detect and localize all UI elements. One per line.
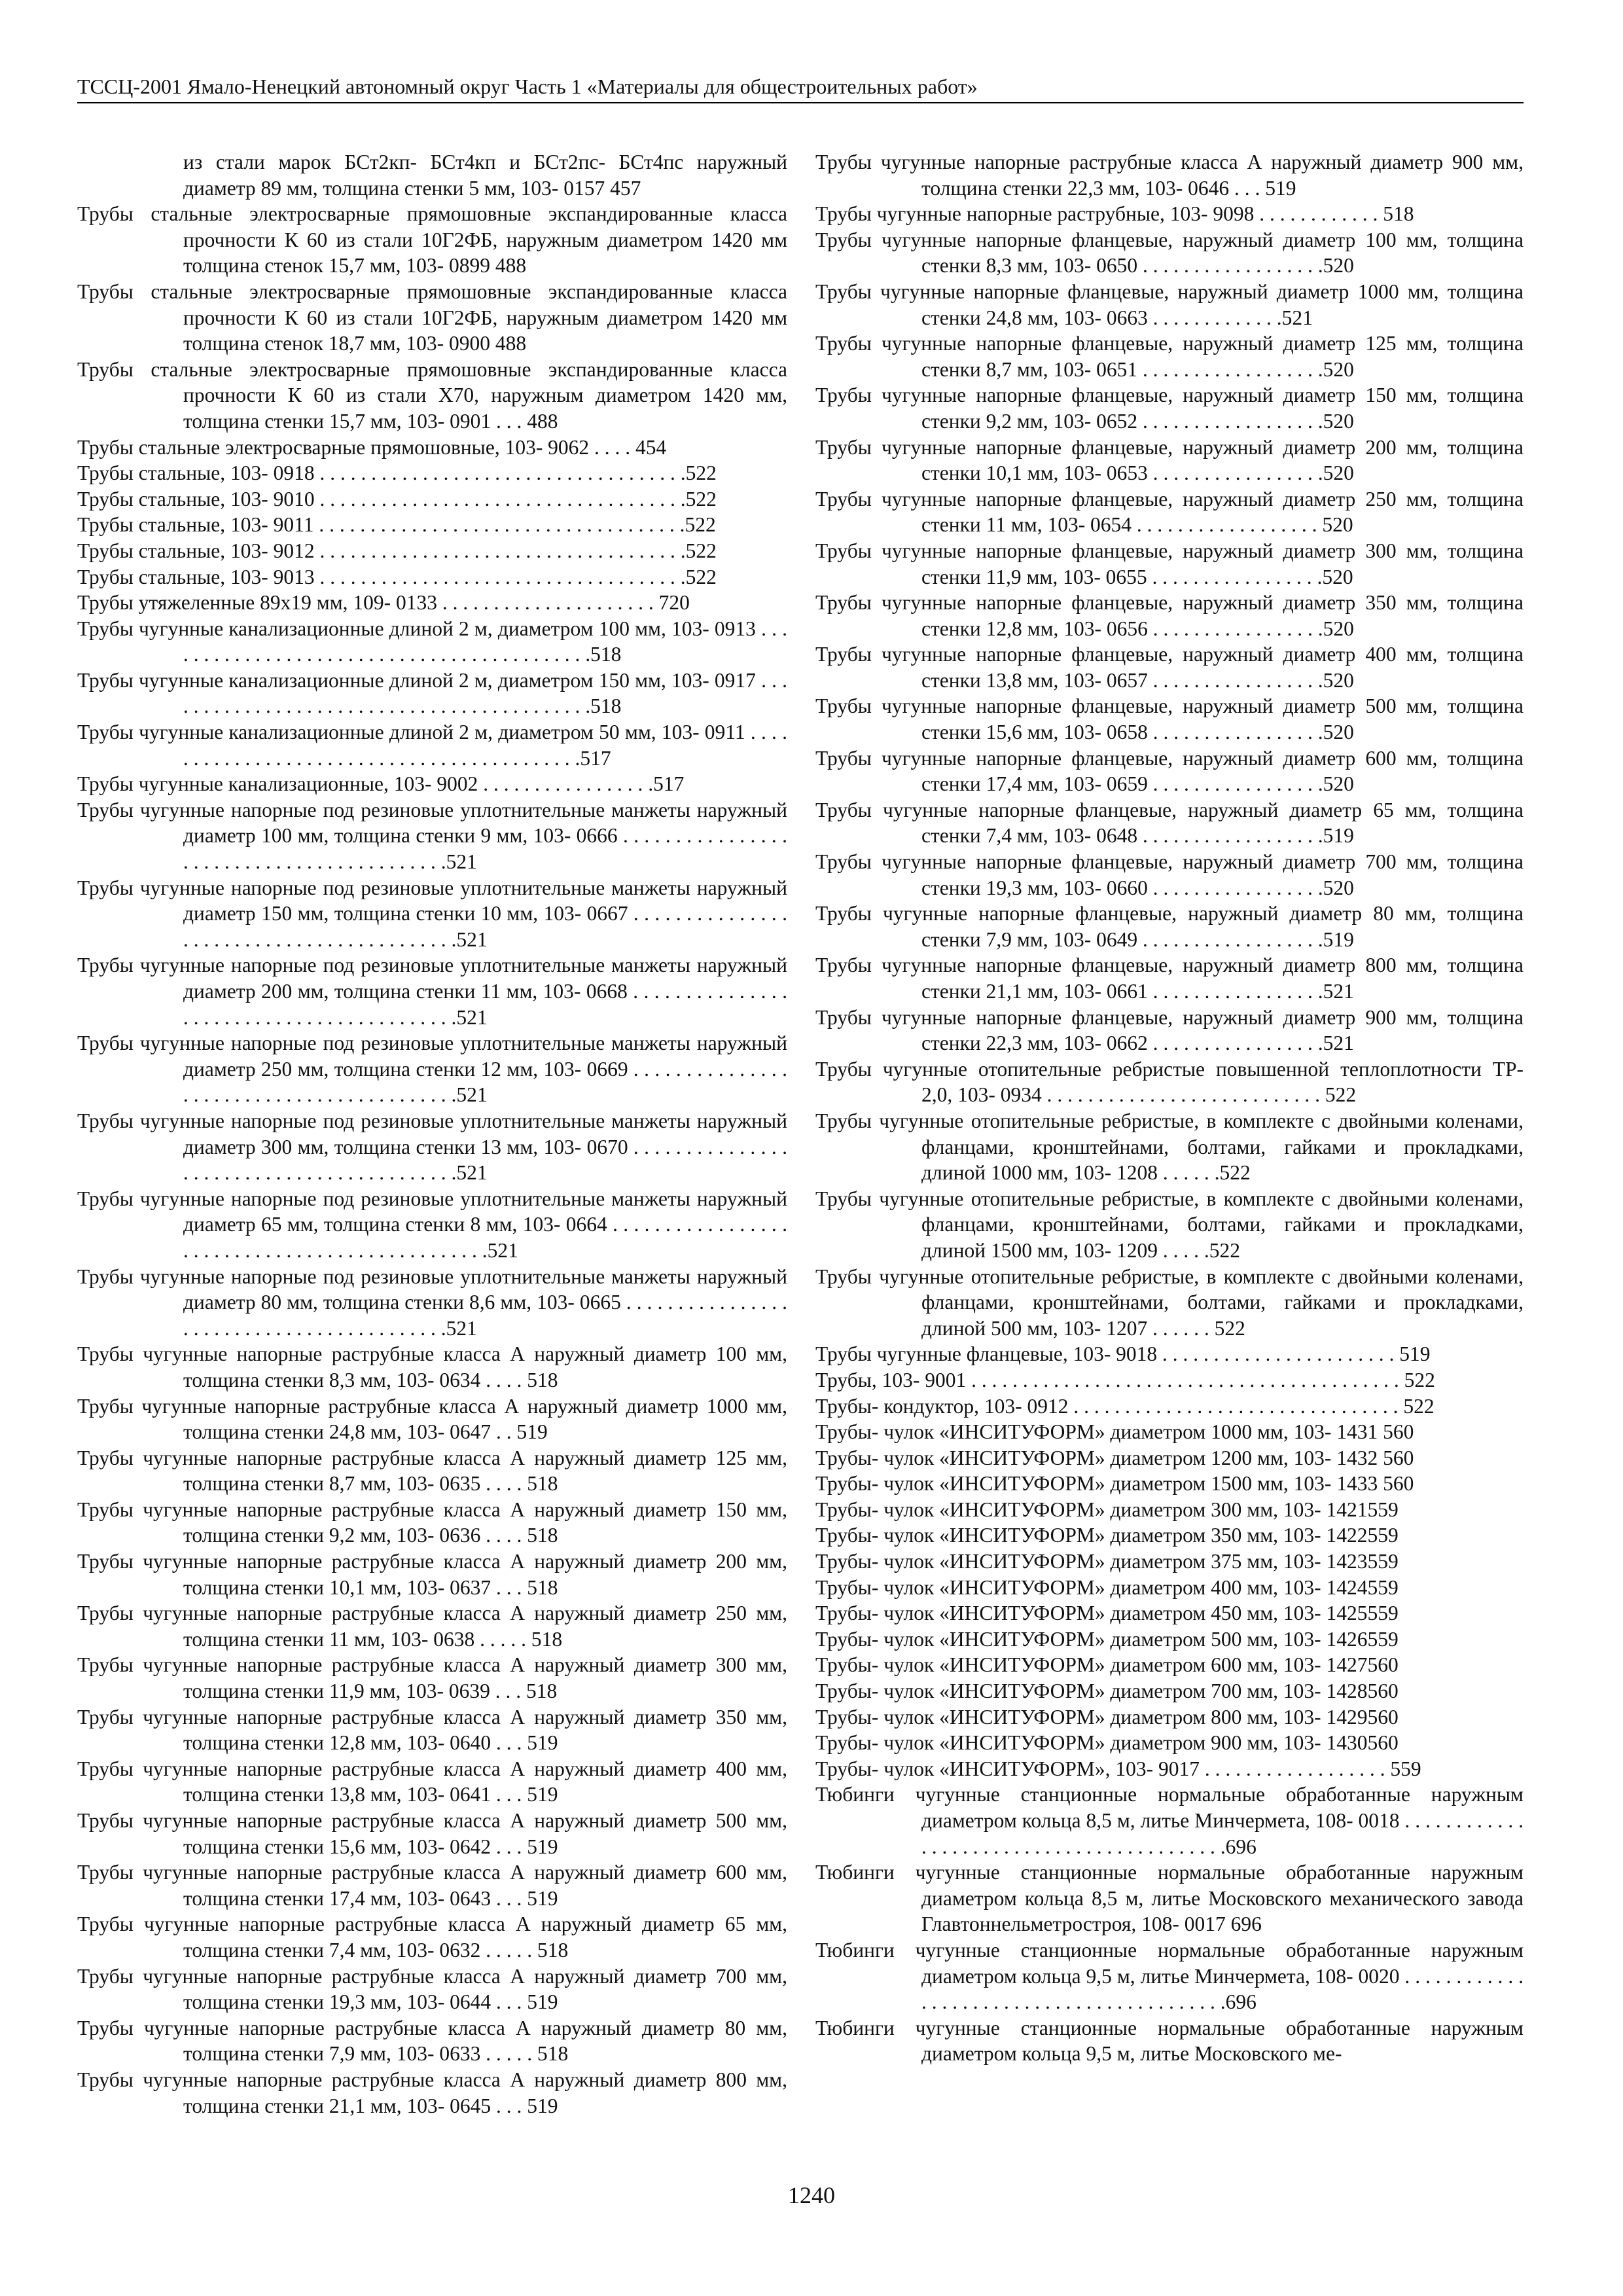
index-entry: Трубы чугунные канализационные, 103- 9002 . . . . . . . . . . . . . . . . .517 (77, 772, 685, 796)
index-entry: Трубы- чулок «ИНСИТУФОРМ» диаметром 450 мм, 103- 1425559 (815, 1602, 1399, 1625)
index-entry: Трубы стальные, 103- 0918 . . . . . . . . . . . . . . . . . . . . . . . . . . . . . . . . . . . .522 (77, 461, 717, 485)
index-entry: Трубы стальные электросварные прямошовные экспандированные класса прочности К 60 из стали Х70, наружным диаметром 1420 мм, толщина стенки 15,7 мм, 103- 0901 . . . 488 (77, 357, 787, 433)
page-header (77, 73, 1524, 103)
index-entry: Трубы чугунные отопительные ребристые повышенной теплоплотности ТР- 2,0, 103- 0934 . . . . . . . . . . . . . . . . . . . . . . . . . . . 522 (815, 1057, 1524, 1107)
index-entry: Трубы чугунные напорные раструбные класса А наружный диаметр 125 мм, толщина стенки 8,7 мм, 103- 0635 . . . . 518 (77, 1446, 787, 1496)
index-entry: Трубы чугунные напорные раструбные класса А наружный диаметр 800 мм, толщина стенки 21,1 мм, 103- 0645 . . . 519 (77, 2068, 787, 2117)
index-entry: Трубы стальные, 103- 9010 . . . . . . . . . . . . . . . . . . . . . . . . . . . . . . . . . . . .522 (77, 487, 717, 511)
index-entry: Трубы- чулок «ИНСИТУФОРМ» диаметром 500 мм, 103- 1426559 (815, 1627, 1399, 1651)
index-entry: Трубы чугунные напорные фланцевые, наружный диаметр 350 мм, толщина стенки 12,8 мм, 103- 0656 . . . . . . . . . . . . . . . . .520 (815, 591, 1524, 640)
index-entry: Трубы чугунные напорные раструбные класса А наружный диаметр 500 мм, толщина стенки 15,6 мм, 103- 0642 . . . 519 (77, 1809, 787, 1858)
index-entry: Трубы чугунные напорные под резиновые уплотнительные манжеты наружный диаметр 100 мм, толщина стенки 9 мм, 103- 0666 . . . . . . . . . . . . . . . . . . . . . . . . . . . . . . . . . . . . . . . . . .521 (77, 798, 787, 874)
index-entry: Трубы чугунные напорные фланцевые, наружный диаметр 900 мм, толщина стенки 22,3 мм, 103- 0662 . . . . . . . . . . . . . . . . .521 (815, 1005, 1524, 1055)
index-entry: Трубы чугунные напорные раструбные класса А наружный диаметр 150 мм, толщина стенки 9,2 мм, 103- 0636 . . . . 518 (77, 1498, 787, 1547)
index-entry: Трубы чугунные напорные фланцевые, наружный диаметр 400 мм, толщина стенки 13,8 мм, 103- 0657 . . . . . . . . . . . . . . . . .520 (815, 643, 1524, 692)
index-entry: Трубы чугунные напорные раструбные, 103- 9098 . . . . . . . . . . . . 518 (815, 202, 1414, 226)
index-entry: Трубы чугунные напорные раструбные класса А наружный диаметр 200 мм, толщина стенки 10,1 мм, 103- 0637 . . . 518 (77, 1550, 787, 1599)
index-entry: Трубы- чулок «ИНСИТУФОРМ» диаметром 1000 мм, 103- 1431 560 (815, 1420, 1414, 1444)
index-entry: Трубы чугунные напорные фланцевые, наружный диаметр 600 мм, толщина стенки 17,4 мм, 103- 0659 . . . . . . . . . . . . . . . . .520 (815, 746, 1524, 796)
index-entry: Трубы- чулок «ИНСИТУФОРМ» диаметром 1500 мм, 103- 1433 560 (815, 1472, 1414, 1496)
index-entry: Трубы чугунные напорные фланцевые, наружный диаметр 800 мм, толщина стенки 21,1 мм, 103- 0661 . . . . . . . . . . . . . . . . .521 (815, 954, 1524, 1003)
index-entry: Тюбинги чугунные станционные нормальные обработанные наружным диаметром кольца 9,5 м, литье Московского ме- (815, 2016, 1524, 2066)
index-entry: Трубы чугунные напорные раструбные класса А наружный диаметр 65 мм, толщина стенки 7,4 мм, 103- 0632 . . . . . 518 (77, 1912, 787, 1962)
index-column-right (815, 149, 1524, 2067)
index-entry: Трубы чугунные напорные раструбные класса А наружный диаметр 80 мм, толщина стенки 7,9 мм, 103- 0633 . . . . . 518 (77, 2016, 787, 2066)
index-entry: Трубы- чулок «ИНСИТУФОРМ» диаметром 700 мм, 103- 1428560 (815, 1679, 1399, 1703)
index-entry: Трубы чугунные напорные раструбные класса А наружный диаметр 100 мм, толщина стенки 8,3 мм, 103- 0634 . . . . 518 (77, 1342, 787, 1391)
index-entry: Трубы- чулок «ИНСИТУФОРМ» диаметром 400 мм, 103- 1424559 (815, 1575, 1399, 1599)
index-entry: Трубы чугунные отопительные ребристые, в комплекте с двойными коленами, фланцами, кронштейнами, болтами, гайками и прокладками, длиной 1000 мм, 103- 1208 . . . . . .522 (815, 1109, 1524, 1185)
index-entry: Трубы чугунные напорные фланцевые, наружный диаметр 700 мм, толщина стенки 19,3 мм, 103- 0660 . . . . . . . . . . . . . . . . .520 (815, 850, 1524, 899)
index-entry: Тюбинги чугунные станционные нормальные обработанные наружным диаметром кольца 8,5 м, литье Минчермета, 108- 0018 . . . . . . . . . . . . . . . . . . . . . . . . . . . . . . . . . . . . . . . . . .696 (815, 1783, 1524, 1858)
index-entry: Трубы чугунные напорные раструбные класса А наружный диаметр 900 мм, толщина стенки 22,3 мм, 103- 0646 . . . 519 (815, 151, 1524, 200)
index-entry: Трубы, 103- 9001 . . . . . . . . . . . . . . . . . . . . . . . . . . . . . . . . . . . . . . . . . . 522 (815, 1368, 1435, 1391)
index-entry: Трубы чугунные напорные раструбные класса А наружный диаметр 300 мм, толщина стенки 11,9 мм, 103- 0639 . . . 518 (77, 1653, 787, 1703)
index-entry: Трубы чугунные напорные фланцевые, наружный диаметр 500 мм, толщина стенки 15,6 мм, 103- 0658 . . . . . . . . . . . . . . . . .520 (815, 694, 1524, 744)
index-entry: Трубы чугунные канализационные длиной 2 м, диаметром 100 мм, 103- 0913 . . . . . . . . . . . . . . . . . . . . . . . . . . . . . . . . . . . . . . . . . . .518 (77, 617, 787, 666)
index-entry: Трубы стальные, 103- 9012 . . . . . . . . . . . . . . . . . . . . . . . . . . . . . . . . . . . .522 (77, 539, 717, 562)
index-entry: Трубы чугунные напорные фланцевые, наружный диаметр 1000 мм, толщина стенки 24,8 мм, 103- 0663 . . . . . . . . . . . . .521 (815, 279, 1524, 329)
index-entry: Трубы чугунные напорные фланцевые, наружный диаметр 80 мм, толщина стенки 7,9 мм, 103- 0649 . . . . . . . . . . . . . . . . . .519 (815, 902, 1524, 951)
index-entry: Трубы- чулок «ИНСИТУФОРМ» диаметром 300 мм, 103- 1421559 (815, 1498, 1399, 1521)
index-entry: Трубы чугунные напорные раструбные класса А наружный диаметр 700 мм, толщина стенки 19,3 мм, 103- 0644 . . . 519 (77, 1964, 787, 2014)
index-entry: Трубы стальные электросварные прямошовные, 103- 9062 . . . . 454 (77, 435, 667, 459)
index-entry: Трубы- чулок «ИНСИТУФОРМ» диаметром 375 мм, 103- 1423559 (815, 1550, 1399, 1573)
index-entry: Трубы- чулок «ИНСИТУФОРМ» диаметром 600 мм, 103- 1427560 (815, 1653, 1399, 1677)
index-entry: Трубы- чулок «ИНСИТУФОРМ» диаметром 350 мм, 103- 1422559 (815, 1524, 1399, 1547)
index-entry: Трубы чугунные напорные фланцевые, наружный диаметр 65 мм, толщина стенки 7,4 мм, 103- 0648 . . . . . . . . . . . . . . . . . .519 (815, 798, 1524, 848)
header-title: ТССЦ-2001 Ямало-Ненецкий автономный округ Часть 1 «Материалы для общестроительных работ» (77, 75, 978, 98)
index-entry: Трубы чугунные напорные фланцевые, наружный диаметр 125 мм, толщина стенки 8,7 мм, 103- 0651 . . . . . . . . . . . . . . . . . .520 (815, 332, 1524, 381)
index-entry: Трубы чугунные канализационные длиной 2 м, диаметром 50 мм, 103- 0911 . . . . . . . . . . . . . . . . . . . . . . . . . . . . . . . . . . . . . . . . . . .517 (77, 721, 787, 770)
index-entry: Трубы- чулок «ИНСИТУФОРМ», 103- 9017 . . . . . . . . . . . . . . . . . . 559 (815, 1757, 1421, 1780)
index-entry: Трубы чугунные напорные под резиновые уплотнительные манжеты наружный диаметр 200 мм, толщина стенки 11 мм, 103- 0668 . . . . . . . . . . . . . . . . . . . . . . . . . . . . . . . . . . . . . . . . . .521 (77, 954, 787, 1029)
index-entry: Трубы чугунные напорные раструбные класса А наружный диаметр 250 мм, толщина стенки 11 мм, 103- 0638 . . . . . 518 (77, 1602, 787, 1651)
index-entry: Тюбинги чугунные станционные нормальные обработанные наружным диаметром кольца 9,5 м, литье Минчермета, 108- 0020 . . . . . . . . . . . . . . . . . . . . . . . . . . . . . . . . . . . . . . . . . .696 (815, 1938, 1524, 2014)
index-entry: Трубы- чулок «ИНСИТУФОРМ» диаметром 800 мм, 103- 1429560 (815, 1705, 1399, 1729)
index-entry: Трубы чугунные фланцевые, 103- 9018 . . . . . . . . . . . . . . . . . . . . . . . 519 (815, 1342, 1431, 1366)
index-entry: Трубы- чулок «ИНСИТУФОРМ» диаметром 1200 мм, 103- 1432 560 (815, 1446, 1414, 1469)
index-entry: Трубы чугунные канализационные длиной 2 м, диаметром 150 мм, 103- 0917 . . . . . . . . . . . . . . . . . . . . . . . . . . . . . . . . . . . . . . . . . . .518 (77, 668, 787, 718)
index-entry: Трубы- кондуктор, 103- 0912 . . . . . . . . . . . . . . . . . . . . . . . . . . . . . . . . 522 (815, 1394, 1435, 1418)
index-entry: Трубы стальные электросварные прямошовные экспандированные класса прочности К 60 из стали 10Г2ФБ, наружным диаметром 1420 мм толщина стенок 18,7 мм, 103- 0900 488 (77, 279, 787, 355)
index-column-left (77, 149, 787, 2119)
index-entry: Трубы чугунные напорные под резиновые уплотнительные манжеты наружный диаметр 80 мм, толщина стенки 8,6 мм, 103- 0665 . . . . . . . . . . . . . . . . . . . . . . . . . . . . . . . . . . . . . . . . . .521 (77, 1265, 787, 1340)
index-entry: Трубы стальные, 103- 9013 . . . . . . . . . . . . . . . . . . . . . . . . . . . . . . . . . . . .522 (77, 565, 717, 588)
index-entry: Трубы чугунные напорные раструбные класса А наружный диаметр 1000 мм, толщина стенки 24,8 мм, 103- 0647 . . 519 (77, 1394, 787, 1444)
index-entry: Трубы чугунные напорные фланцевые, наружный диаметр 200 мм, толщина стенки 10,1 мм, 103- 0653 . . . . . . . . . . . . . . . . .520 (815, 435, 1524, 485)
index-entry: Тюбинги чугунные станционные нормальные обработанные наружным диаметром кольца 8,5 м, литье Московского механического завода Главтоннельметростроя, 108- 0017 696 (815, 1861, 1524, 1936)
index-entry: Трубы чугунные напорные раструбные класса А наружный диаметр 400 мм, толщина стенки 13,8 мм, 103- 0641 . . . 519 (77, 1757, 787, 1806)
index-entry: Трубы чугунные напорные фланцевые, наружный диаметр 300 мм, толщина стенки 11,9 мм, 103- 0655 . . . . . . . . . . . . . . . . .520 (815, 539, 1524, 588)
index-entry: Трубы чугунные напорные раструбные класса А наружный диаметр 350 мм, толщина стенки 12,8 мм, 103- 0640 . . . 519 (77, 1705, 787, 1755)
index-entry: Трубы чугунные напорные под резиновые уплотнительные манжеты наружный диаметр 250 мм, толщина стенки 12 мм, 103- 0669 . . . . . . . . . . . . . . . . . . . . . . . . . . . . . . . . . . . . . . . . . .521 (77, 1031, 787, 1107)
index-entry: Трубы чугунные напорные фланцевые, наружный диаметр 100 мм, толщина стенки 8,3 мм, 103- 0650 . . . . . . . . . . . . . . . . . .520 (815, 228, 1524, 278)
index-entry: Трубы чугунные отопительные ребристые, в комплекте с двойными коленами, фланцами, кронштейнами, болтами, гайками и прокладками, длиной 500 мм, 103- 1207 . . . . . . 522 (815, 1265, 1524, 1340)
index-entry: Трубы стальные, 103- 9011 . . . . . . . . . . . . . . . . . . . . . . . . . . . . . . . . . . . .522 (77, 513, 716, 537)
page-footer (0, 2181, 1623, 2210)
index-entry: Трубы утяжеленные 89х19 мм, 109- 0133 . . . . . . . . . . . . . . . . . . . . . 720 (77, 591, 690, 615)
index-entry: Трубы чугунные напорные под резиновые уплотнительные манжеты наружный диаметр 65 мм, толщина стенки 8 мм, 103- 0664 . . . . . . . . . . . . . . . . . . . . . . . . . . . . . . . . . . . . . . . . . . . . . . .521 (77, 1187, 787, 1262)
page-number: 1240 (788, 2182, 835, 2208)
index-entry: из стали марок БСт2кп- БСт4кп и БСт2пс- БСт4пс наружный диаметр 89 мм, толщина стенки 5 мм, 103- 0157 457 (183, 151, 787, 200)
index-entry: Трубы чугунные напорные под резиновые уплотнительные манжеты наружный диаметр 300 мм, толщина стенки 13 мм, 103- 0670 . . . . . . . . . . . . . . . . . . . . . . . . . . . . . . . . . . . . . . . . . .521 (77, 1109, 787, 1185)
index-entry: Трубы чугунные напорные фланцевые, наружный диаметр 250 мм, толщина стенки 11 мм, 103- 0654 . . . . . . . . . . . . . . . . . . 520 (815, 487, 1524, 537)
index-entry: Трубы чугунные отопительные ребристые, в комплекте с двойными коленами, фланцами, кронштейнами, болтами, гайками и прокладками, длиной 1500 мм, 103- 1209 . . . . .522 (815, 1187, 1524, 1262)
index-entry: Трубы- чулок «ИНСИТУФОРМ» диаметром 900 мм, 103- 1430560 (815, 1731, 1399, 1755)
index-entry: Трубы чугунные напорные раструбные класса А наружный диаметр 600 мм, толщина стенки 17,4 мм, 103- 0643 . . . 519 (77, 1861, 787, 1910)
index-entry: Трубы стальные электросварные прямошовные экспандированные класса прочности К 60 из стали 10Г2ФБ, наружным диаметром 1420 мм толщина стенок 15,7 мм, 103- 0899 488 (77, 202, 787, 278)
index-entry: Трубы чугунные напорные под резиновые уплотнительные манжеты наружный диаметр 150 мм, толщина стенки 10 мм, 103- 0667 . . . . . . . . . . . . . . . . . . . . . . . . . . . . . . . . . . . . . . . . . .521 (77, 876, 787, 951)
index-entry: Трубы чугунные напорные фланцевые, наружный диаметр 150 мм, толщина стенки 9,2 мм, 103- 0652 . . . . . . . . . . . . . . . . . .520 (815, 384, 1524, 433)
